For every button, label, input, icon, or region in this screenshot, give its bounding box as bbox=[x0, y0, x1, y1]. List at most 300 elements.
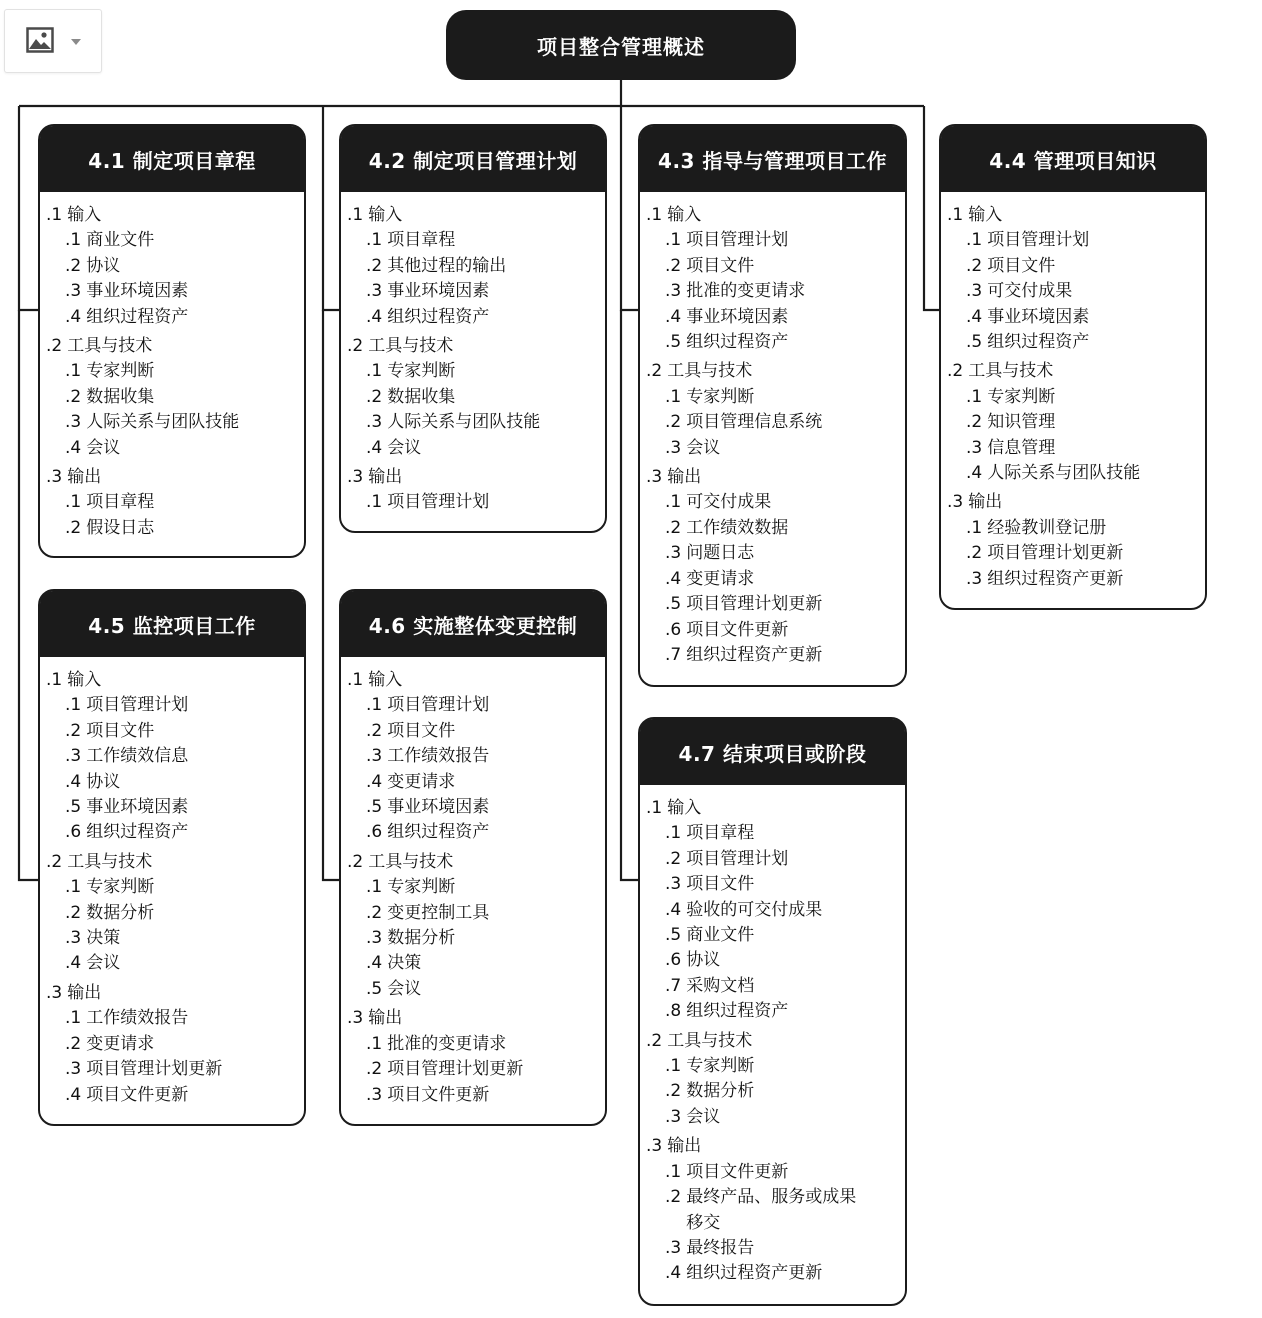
list-item bbox=[46, 410, 304, 435]
item-text: 可交付成果 bbox=[987, 281, 1073, 302]
item-number: .1 bbox=[966, 517, 983, 538]
list-item bbox=[46, 254, 304, 279]
box-title: 4.3 指导与管理项目工作 bbox=[640, 126, 905, 192]
list-item bbox=[46, 305, 304, 330]
list-item bbox=[646, 254, 905, 279]
item-text: 协议 bbox=[86, 771, 121, 792]
item-number: .1 bbox=[366, 230, 383, 251]
section-items bbox=[46, 693, 304, 845]
section-heading bbox=[347, 850, 605, 875]
item-text: 组织过程资产 bbox=[86, 306, 189, 327]
item-number: .3 bbox=[366, 928, 383, 949]
item-text: 项目文件 bbox=[987, 255, 1056, 276]
section-number: .2 bbox=[46, 336, 63, 357]
process-box-4-1 bbox=[38, 124, 306, 558]
item-text: 专家判断 bbox=[86, 361, 155, 382]
section-items bbox=[347, 359, 605, 461]
item-text: 会议 bbox=[686, 1106, 721, 1127]
item-number: .2 bbox=[665, 1081, 682, 1102]
list-item bbox=[646, 923, 905, 948]
item-text: 决策 bbox=[387, 953, 422, 974]
item-text: 协议 bbox=[86, 255, 121, 276]
item-text: 协议 bbox=[686, 950, 721, 971]
item-number: .3 bbox=[966, 568, 983, 589]
list-item bbox=[646, 1185, 905, 1236]
item-number: .4 bbox=[65, 437, 82, 458]
item-text: 人际关系与团队技能 bbox=[86, 412, 240, 433]
item-number: .2 bbox=[665, 517, 682, 538]
item-text: 项目文件 bbox=[686, 874, 755, 895]
item-text: 组织过程资产 bbox=[987, 332, 1090, 353]
box-body bbox=[341, 192, 605, 516]
item-text: 项目管理计划 bbox=[686, 230, 789, 251]
item-number: .1 bbox=[65, 1008, 82, 1029]
item-text: 项目文件 bbox=[86, 720, 155, 741]
list-item bbox=[646, 1236, 905, 1261]
item-number: .4 bbox=[665, 899, 682, 920]
list-item bbox=[46, 693, 304, 718]
list-item bbox=[646, 948, 905, 973]
item-text: 变更请求 bbox=[86, 1033, 155, 1054]
list-item bbox=[646, 305, 905, 330]
section-number: .1 bbox=[646, 205, 663, 225]
list-item bbox=[347, 951, 605, 976]
item-number: .8 bbox=[665, 1001, 682, 1022]
item-number: .1 bbox=[65, 492, 82, 513]
list-item bbox=[947, 305, 1205, 330]
list-item bbox=[646, 279, 905, 304]
item-number: .2 bbox=[665, 1187, 682, 1208]
item-number: .1 bbox=[665, 386, 682, 407]
item-number: .5 bbox=[366, 978, 383, 999]
list-item bbox=[46, 1032, 304, 1057]
section-label: 工具与技术 bbox=[968, 361, 1054, 382]
item-text: 事业环境因素 bbox=[987, 306, 1090, 327]
list-item bbox=[347, 693, 605, 718]
item-text: 项目文件更新 bbox=[686, 619, 789, 640]
box-title: 4.5 监控项目工作 bbox=[40, 591, 304, 657]
item-text: 人际关系与团队技能 bbox=[987, 463, 1141, 484]
list-item bbox=[947, 279, 1205, 304]
list-item bbox=[646, 516, 905, 541]
list-item bbox=[947, 541, 1205, 566]
list-item bbox=[347, 875, 605, 900]
section-label: 工具与技术 bbox=[67, 851, 153, 872]
section-number: .2 bbox=[347, 336, 364, 357]
section-label: 输入 bbox=[368, 205, 403, 225]
section-number: .1 bbox=[646, 798, 663, 818]
item-number: .3 bbox=[665, 543, 682, 564]
item-text: 事业环境因素 bbox=[686, 306, 789, 327]
section-number: .1 bbox=[347, 205, 364, 225]
item-number: .2 bbox=[65, 386, 82, 407]
list-item bbox=[646, 385, 905, 410]
section-label: 工具与技术 bbox=[667, 1030, 753, 1051]
item-text: 专家判断 bbox=[686, 386, 755, 407]
item-number: .3 bbox=[366, 281, 383, 302]
item-text: 商业文件 bbox=[686, 925, 755, 946]
list-item bbox=[646, 999, 905, 1024]
section-number: .1 bbox=[46, 670, 63, 690]
item-text: 商业文件 bbox=[86, 230, 155, 251]
item-number: .6 bbox=[65, 822, 82, 843]
item-number: .3 bbox=[65, 281, 82, 302]
item-text: 数据分析 bbox=[686, 1081, 755, 1102]
section-label: 输出 bbox=[67, 467, 102, 488]
item-text: 其他过程的输出 bbox=[387, 255, 507, 276]
item-number: .2 bbox=[366, 720, 383, 741]
list-item bbox=[347, 490, 605, 515]
section-heading bbox=[947, 490, 1205, 515]
item-number: .5 bbox=[665, 332, 682, 353]
item-number: .6 bbox=[366, 822, 383, 843]
item-text: 工作绩效报告 bbox=[387, 746, 490, 767]
item-text: 假设日志 bbox=[86, 517, 155, 538]
list-item bbox=[646, 592, 905, 617]
item-text: 数据收集 bbox=[387, 386, 456, 407]
list-item bbox=[646, 872, 905, 897]
list-item bbox=[947, 567, 1205, 592]
item-text: 最终产品、服务或成果移交 bbox=[686, 1187, 857, 1233]
list-item bbox=[646, 898, 905, 923]
list-item bbox=[646, 541, 905, 566]
section-heading bbox=[646, 359, 905, 384]
item-number: .1 bbox=[65, 361, 82, 382]
section-label: 输入 bbox=[67, 670, 102, 690]
item-text: 组织过程资产 bbox=[387, 822, 490, 843]
section-label: 输出 bbox=[667, 1136, 702, 1157]
item-number: .2 bbox=[65, 1033, 82, 1054]
list-item bbox=[347, 770, 605, 795]
item-number: .2 bbox=[65, 902, 82, 923]
item-number: .1 bbox=[366, 877, 383, 898]
item-text: 项目管理信息系统 bbox=[686, 412, 823, 433]
list-item bbox=[347, 410, 605, 435]
section-label: 工具与技术 bbox=[667, 361, 753, 382]
item-text: 信息管理 bbox=[987, 437, 1056, 458]
item-text: 变更请求 bbox=[686, 568, 755, 589]
item-text: 验收的可交付成果 bbox=[686, 899, 823, 920]
section-items bbox=[46, 490, 304, 541]
section-label: 输入 bbox=[368, 670, 403, 690]
item-number: .1 bbox=[65, 695, 82, 716]
section-label: 工具与技术 bbox=[368, 851, 454, 872]
section-number: .2 bbox=[347, 851, 364, 872]
item-text: 经验教训登记册 bbox=[987, 517, 1107, 538]
item-number: .6 bbox=[665, 950, 682, 971]
list-item bbox=[947, 461, 1205, 486]
item-number: .1 bbox=[665, 1056, 682, 1077]
item-text: 项目管理计划 bbox=[387, 695, 490, 716]
item-text: 决策 bbox=[86, 928, 121, 949]
box-title: 4.4 管理项目知识 bbox=[941, 126, 1205, 192]
section-heading bbox=[947, 359, 1205, 384]
list-item bbox=[347, 1032, 605, 1057]
section-number: .3 bbox=[947, 492, 964, 513]
list-item bbox=[947, 254, 1205, 279]
item-number: .3 bbox=[65, 928, 82, 949]
item-number: .2 bbox=[366, 386, 383, 407]
box-title: 4.7 结束项目或阶段 bbox=[640, 719, 905, 785]
item-number: .2 bbox=[966, 255, 983, 276]
list-item bbox=[646, 1054, 905, 1079]
section-heading bbox=[947, 203, 1205, 228]
section-number: .3 bbox=[46, 982, 63, 1003]
item-number: .5 bbox=[665, 594, 682, 615]
section-heading bbox=[646, 1029, 905, 1054]
item-text: 事业环境因素 bbox=[387, 281, 490, 302]
item-text: 项目文件更新 bbox=[686, 1161, 789, 1182]
item-number: .4 bbox=[665, 568, 682, 589]
item-text: 变更控制工具 bbox=[387, 902, 490, 923]
item-text: 工作绩效报告 bbox=[86, 1008, 189, 1029]
box-body bbox=[40, 657, 304, 1108]
section-number: .3 bbox=[347, 1008, 364, 1029]
item-text: 项目管理计划更新 bbox=[987, 543, 1124, 564]
item-number: .5 bbox=[665, 925, 682, 946]
item-number: .1 bbox=[366, 492, 383, 513]
item-number: .2 bbox=[65, 720, 82, 741]
item-text: 组织过程资产 bbox=[387, 306, 490, 327]
list-item bbox=[646, 618, 905, 643]
item-number: .4 bbox=[65, 771, 82, 792]
item-text: 项目管理计划 bbox=[86, 695, 189, 716]
list-item bbox=[46, 1083, 304, 1108]
section-heading bbox=[46, 203, 304, 228]
section-items bbox=[947, 228, 1205, 355]
item-text: 专家判断 bbox=[387, 877, 456, 898]
section-number: .1 bbox=[947, 205, 964, 225]
item-number: .3 bbox=[366, 412, 383, 433]
item-text: 专家判断 bbox=[686, 1056, 755, 1077]
section-heading bbox=[46, 850, 304, 875]
list-item bbox=[46, 875, 304, 900]
list-item bbox=[646, 436, 905, 461]
item-text: 工作绩效信息 bbox=[86, 746, 189, 767]
item-number: .1 bbox=[665, 492, 682, 513]
item-text: 组织过程资产更新 bbox=[686, 1263, 823, 1284]
item-number: .1 bbox=[366, 1033, 383, 1054]
list-item bbox=[947, 385, 1205, 410]
item-text: 专家判断 bbox=[387, 361, 456, 382]
list-item bbox=[646, 847, 905, 872]
list-item bbox=[347, 1057, 605, 1082]
section-items bbox=[347, 228, 605, 330]
list-item bbox=[46, 770, 304, 795]
section-heading bbox=[347, 1006, 605, 1031]
list-item bbox=[347, 926, 605, 951]
section-heading bbox=[646, 1134, 905, 1159]
item-number: .1 bbox=[65, 877, 82, 898]
item-number: .3 bbox=[665, 1106, 682, 1127]
list-item bbox=[947, 436, 1205, 461]
list-item bbox=[46, 719, 304, 744]
item-number: .3 bbox=[966, 281, 983, 302]
item-text: 事业环境因素 bbox=[86, 797, 189, 818]
item-text: 专家判断 bbox=[86, 877, 155, 898]
section-items bbox=[347, 693, 605, 845]
item-number: .5 bbox=[65, 797, 82, 818]
item-number: .1 bbox=[65, 230, 82, 251]
section-label: 工具与技术 bbox=[67, 336, 153, 357]
box-title: 4.1 制定项目章程 bbox=[40, 126, 304, 192]
item-number: .4 bbox=[665, 1263, 682, 1284]
item-number: .2 bbox=[65, 255, 82, 276]
item-text: 项目管理计划 bbox=[987, 230, 1090, 251]
section-label: 输出 bbox=[968, 492, 1003, 513]
item-number: .7 bbox=[665, 644, 682, 665]
section-items bbox=[646, 1160, 905, 1287]
list-item bbox=[646, 1079, 905, 1104]
item-number: .6 bbox=[665, 619, 682, 640]
process-box-4-2 bbox=[339, 124, 607, 533]
item-number: .3 bbox=[65, 412, 82, 433]
list-item bbox=[347, 228, 605, 253]
list-item bbox=[46, 926, 304, 951]
list-item bbox=[646, 643, 905, 668]
item-number: .3 bbox=[966, 437, 983, 458]
item-number: .3 bbox=[65, 1059, 82, 1080]
section-items bbox=[46, 359, 304, 461]
list-item bbox=[646, 490, 905, 515]
list-item bbox=[646, 228, 905, 253]
item-number: .1 bbox=[366, 695, 383, 716]
section-heading bbox=[347, 668, 605, 693]
section-items bbox=[646, 821, 905, 1024]
box-body bbox=[40, 192, 304, 541]
section-label: 输出 bbox=[368, 467, 403, 488]
section-items bbox=[646, 490, 905, 668]
root-title: 项目整合管理概述 bbox=[446, 10, 796, 80]
item-text: 组织过程资产 bbox=[686, 332, 789, 353]
list-item bbox=[46, 228, 304, 253]
item-number: .2 bbox=[665, 848, 682, 869]
section-heading bbox=[46, 465, 304, 490]
section-label: 输入 bbox=[667, 205, 702, 225]
item-text: 会议 bbox=[387, 978, 422, 999]
section-heading bbox=[347, 465, 605, 490]
section-number: .3 bbox=[347, 467, 364, 488]
list-item bbox=[347, 305, 605, 330]
section-items bbox=[646, 228, 905, 355]
item-number: .2 bbox=[966, 543, 983, 564]
list-item bbox=[46, 279, 304, 304]
section-label: 输入 bbox=[667, 798, 702, 818]
section-number: .3 bbox=[646, 467, 663, 488]
section-heading bbox=[646, 203, 905, 228]
list-item bbox=[947, 516, 1205, 541]
box-body bbox=[640, 192, 905, 668]
section-number: .2 bbox=[46, 851, 63, 872]
item-text: 组织过程资产 bbox=[686, 1001, 789, 1022]
section-items bbox=[947, 385, 1205, 487]
section-items bbox=[947, 516, 1205, 592]
item-number: .4 bbox=[665, 306, 682, 327]
list-item bbox=[347, 901, 605, 926]
item-number: .3 bbox=[665, 874, 682, 895]
list-item bbox=[46, 795, 304, 820]
item-number: .3 bbox=[665, 1237, 682, 1258]
process-box-4-3 bbox=[638, 124, 907, 687]
list-item bbox=[347, 385, 605, 410]
list-item bbox=[947, 228, 1205, 253]
list-item bbox=[46, 1006, 304, 1031]
list-item bbox=[46, 436, 304, 461]
item-number: .1 bbox=[966, 230, 983, 251]
list-item bbox=[646, 567, 905, 592]
item-number: .1 bbox=[366, 361, 383, 382]
item-number: .3 bbox=[665, 437, 682, 458]
process-box-4-6 bbox=[339, 589, 607, 1126]
box-title: 4.6 实施整体变更控制 bbox=[341, 591, 605, 657]
item-number: .3 bbox=[665, 281, 682, 302]
item-text: 项目文件更新 bbox=[387, 1084, 490, 1105]
item-number: .3 bbox=[366, 746, 383, 767]
list-item bbox=[646, 1160, 905, 1185]
item-number: .2 bbox=[65, 517, 82, 538]
item-number: .4 bbox=[366, 306, 383, 327]
list-item bbox=[347, 359, 605, 384]
list-item bbox=[347, 820, 605, 845]
list-item bbox=[947, 330, 1205, 355]
item-text: 组织过程资产更新 bbox=[686, 644, 823, 665]
section-heading bbox=[646, 465, 905, 490]
item-text: 项目章程 bbox=[686, 823, 755, 844]
section-heading bbox=[646, 796, 905, 821]
list-item bbox=[347, 1083, 605, 1108]
section-heading bbox=[46, 668, 304, 693]
section-items bbox=[646, 1054, 905, 1130]
item-text: 可交付成果 bbox=[686, 492, 772, 513]
item-number: .7 bbox=[665, 975, 682, 996]
item-text: 专家判断 bbox=[987, 386, 1056, 407]
item-number: .4 bbox=[366, 771, 383, 792]
section-number: .3 bbox=[646, 1136, 663, 1157]
box-body bbox=[341, 657, 605, 1108]
list-item bbox=[347, 977, 605, 1002]
section-number: .1 bbox=[46, 205, 63, 225]
item-text: 批准的变更请求 bbox=[387, 1033, 507, 1054]
item-text: 会议 bbox=[86, 437, 121, 458]
section-items bbox=[46, 1006, 304, 1108]
list-item bbox=[46, 901, 304, 926]
item-text: 会议 bbox=[387, 437, 422, 458]
section-heading bbox=[46, 981, 304, 1006]
list-item bbox=[646, 821, 905, 846]
list-item bbox=[46, 385, 304, 410]
item-text: 项目文件更新 bbox=[86, 1084, 189, 1105]
item-text: 事业环境因素 bbox=[86, 281, 189, 302]
item-text: 批准的变更请求 bbox=[686, 281, 806, 302]
section-items bbox=[347, 875, 605, 1002]
section-heading bbox=[46, 334, 304, 359]
section-items bbox=[46, 875, 304, 977]
list-item bbox=[646, 330, 905, 355]
list-item bbox=[646, 974, 905, 999]
list-item bbox=[646, 410, 905, 435]
item-text: 项目章程 bbox=[86, 492, 155, 513]
item-number: .1 bbox=[966, 386, 983, 407]
section-items bbox=[347, 1032, 605, 1108]
item-text: 数据分析 bbox=[387, 928, 456, 949]
item-number: .2 bbox=[966, 412, 983, 433]
item-number: .5 bbox=[366, 797, 383, 818]
item-number: .4 bbox=[65, 953, 82, 974]
section-label: 工具与技术 bbox=[368, 336, 454, 357]
section-number: .1 bbox=[347, 670, 364, 690]
item-text: 知识管理 bbox=[987, 412, 1056, 433]
list-item bbox=[646, 1105, 905, 1130]
